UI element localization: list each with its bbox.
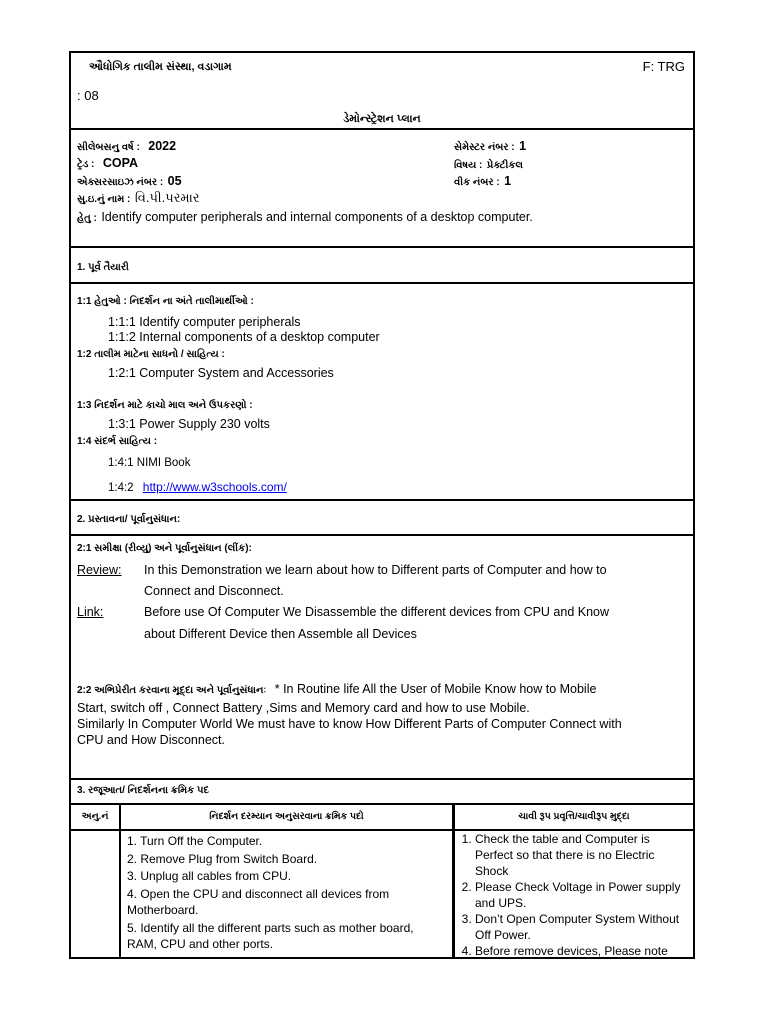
materials-heading: 1:3 નિદર્શન માટે કાચો માલ અને ઉપકરણો : [77,400,253,411]
list-item: 5. Identify all the different parts such as mother board, RAM, CPU and other ports. [127,920,414,951]
subject-label: વિષય : [454,160,483,171]
form-code: F: TRG [642,59,685,74]
list-item: 1. Turn Off the Computer. [127,834,263,848]
objective-2: 1:1:2 Internal components of a desktop computer [108,330,380,344]
syllabus-value: 2022 [148,139,177,153]
week-label: વીક નંબર : [454,177,500,188]
list-item: 2. Remove Plug from Switch Board. [127,851,318,866]
instructor-name [77,189,200,207]
trade-label: ટ્રેડ : [77,159,95,170]
aim-value: Identify computer peripherals and internal components of a desktop computer. [101,210,533,224]
semester-value: 1 [519,139,527,153]
section-1-title: 1. પૂર્વ તૈયારી [77,262,129,273]
motivation-text-1: * In Routine life All the User of Mobile Know how to Mobile [274,682,597,696]
link-text-line-2: about Different Device then Assemble all Devices [144,627,417,641]
week-number [454,172,511,190]
week-value: 1 [504,174,512,188]
subject [454,155,523,173]
list-item: 3. Don’t Open Computer System Without Off Power. [475,911,685,943]
list-item: 4. Open the CPU and disconnect all devices from Motherboard. [127,886,390,917]
motivation-text-3: Similarly In Computer World We must have to know How Different Parts of Computer Connect with [77,717,622,731]
exercise-number [77,172,182,190]
plan-number: : 08 [77,88,99,103]
trade-value: COPA [102,156,139,170]
link-text-line-1: Before use Of Computer We Disassemble the different devices from CPU and Know [144,605,610,619]
column-header-steps: નિદર્શન દરમ્યાન અનુસરવાના ક્રમિક પદો [209,810,364,822]
motivation-text-4: CPU and How Disconnect. [77,733,225,747]
reference-web-number: 1:4:2 [108,482,134,494]
institute-name: ઔધોગિક તાલીમ સંસ્થા, વડાગામ [89,61,232,73]
list-item: 1. Check the table and Computer is Perfect so that there is no Electric Shock [475,831,685,879]
instructor-label: સુ.ઇ.નું નામ : [77,194,131,205]
objective-1: 1:1:1 Identify computer peripherals [108,315,301,329]
reference-book: 1:4:1 NIMI Book [108,457,191,469]
subject-value: પ્રેક્ટીકલ [486,160,523,171]
divider [71,246,693,248]
plan-title: ડેમોન્સ્ટ્રેશન પ્લાન [343,113,421,125]
key-points-list [457,831,685,959]
link-label: Link: [77,605,104,619]
divider [71,534,693,536]
motivation-text-2: Start, switch off , Connect Battery ,Sims and Memory card and how to use Mobile. [77,701,530,715]
column-header-key-points: ચાવી રૂપ પ્રવૃત્તિ/ચાવીરૂપ મુદ્દા [518,810,630,822]
equipment-heading: 1:2 તાલીમ માટેના સાધનો / સાહિત્ય : [77,349,225,360]
aim [77,208,533,226]
list-item: 2. Please Check Voltage in Power supply and UPS. [475,879,685,911]
review-text-line-1: In this Demonstration we learn about how to Different parts of Computer and how to [144,563,607,577]
review-label: Review: [77,563,122,577]
reference-web-link[interactable]: http://www.w3schools.com/ [142,480,287,494]
divider [71,282,693,284]
references-heading: 1:4 સંદર્ભ સાહિત્ય : [77,436,158,447]
list-item: 4. Before remove devices, Please note [475,943,685,959]
steps-list [127,833,445,954]
section-3-title: 3. રજૂઆત/ નિદર્શનના ક્રમિક પદ [77,785,210,796]
syllabus-label: સીલેબસનુ વર્ષ : [77,142,140,153]
divider [71,499,693,501]
semester-number [454,137,526,155]
divider [71,778,693,780]
materials-item: 1:3:1 Power Supply 230 volts [108,417,270,431]
motivation-points [77,680,596,698]
objectives-heading: 1:1 હેતુઓ : નિદર્શન ના અંતે તાલીમાર્થીઓ : [77,296,254,307]
exercise-value: 05 [167,174,182,188]
list-item: 3. Unplug all cables from CPU. [127,869,292,883]
aim-label: હેતુ : [77,213,97,224]
section-2-title: 2. પ્રસ્તાવના/ પૂર્વાનુસંધાન: [77,514,181,525]
review-text-line-2: Connect and Disconnect. [144,584,284,598]
review-link-heading: 2:1 સમીક્ષા (રીવ્યુ) અને પૂર્વાનુસંધાન (લીંક): [77,543,252,554]
motivation-heading: 2:2 અભિપ્રેરીત કરવાના મૂદ્દા અને પૂર્વાનુસંધાનઃ [77,685,267,696]
semester-label: સેમેસ્ટર નંબર : [454,142,515,153]
divider [71,128,693,130]
reference-web [108,480,287,494]
syllabus-year [77,137,176,155]
equipment-item: 1:2:1 Computer System and Accessories [108,366,334,380]
trade [77,154,138,172]
steps-table [71,803,693,957]
exercise-label: એક્સરસાઇઝ નંબર : [77,177,164,188]
demonstration-plan-page [69,51,695,959]
column-header-sr-no: અનુ.નં [81,810,109,822]
instructor-value: વિ.પી.પરમાર [134,190,200,205]
